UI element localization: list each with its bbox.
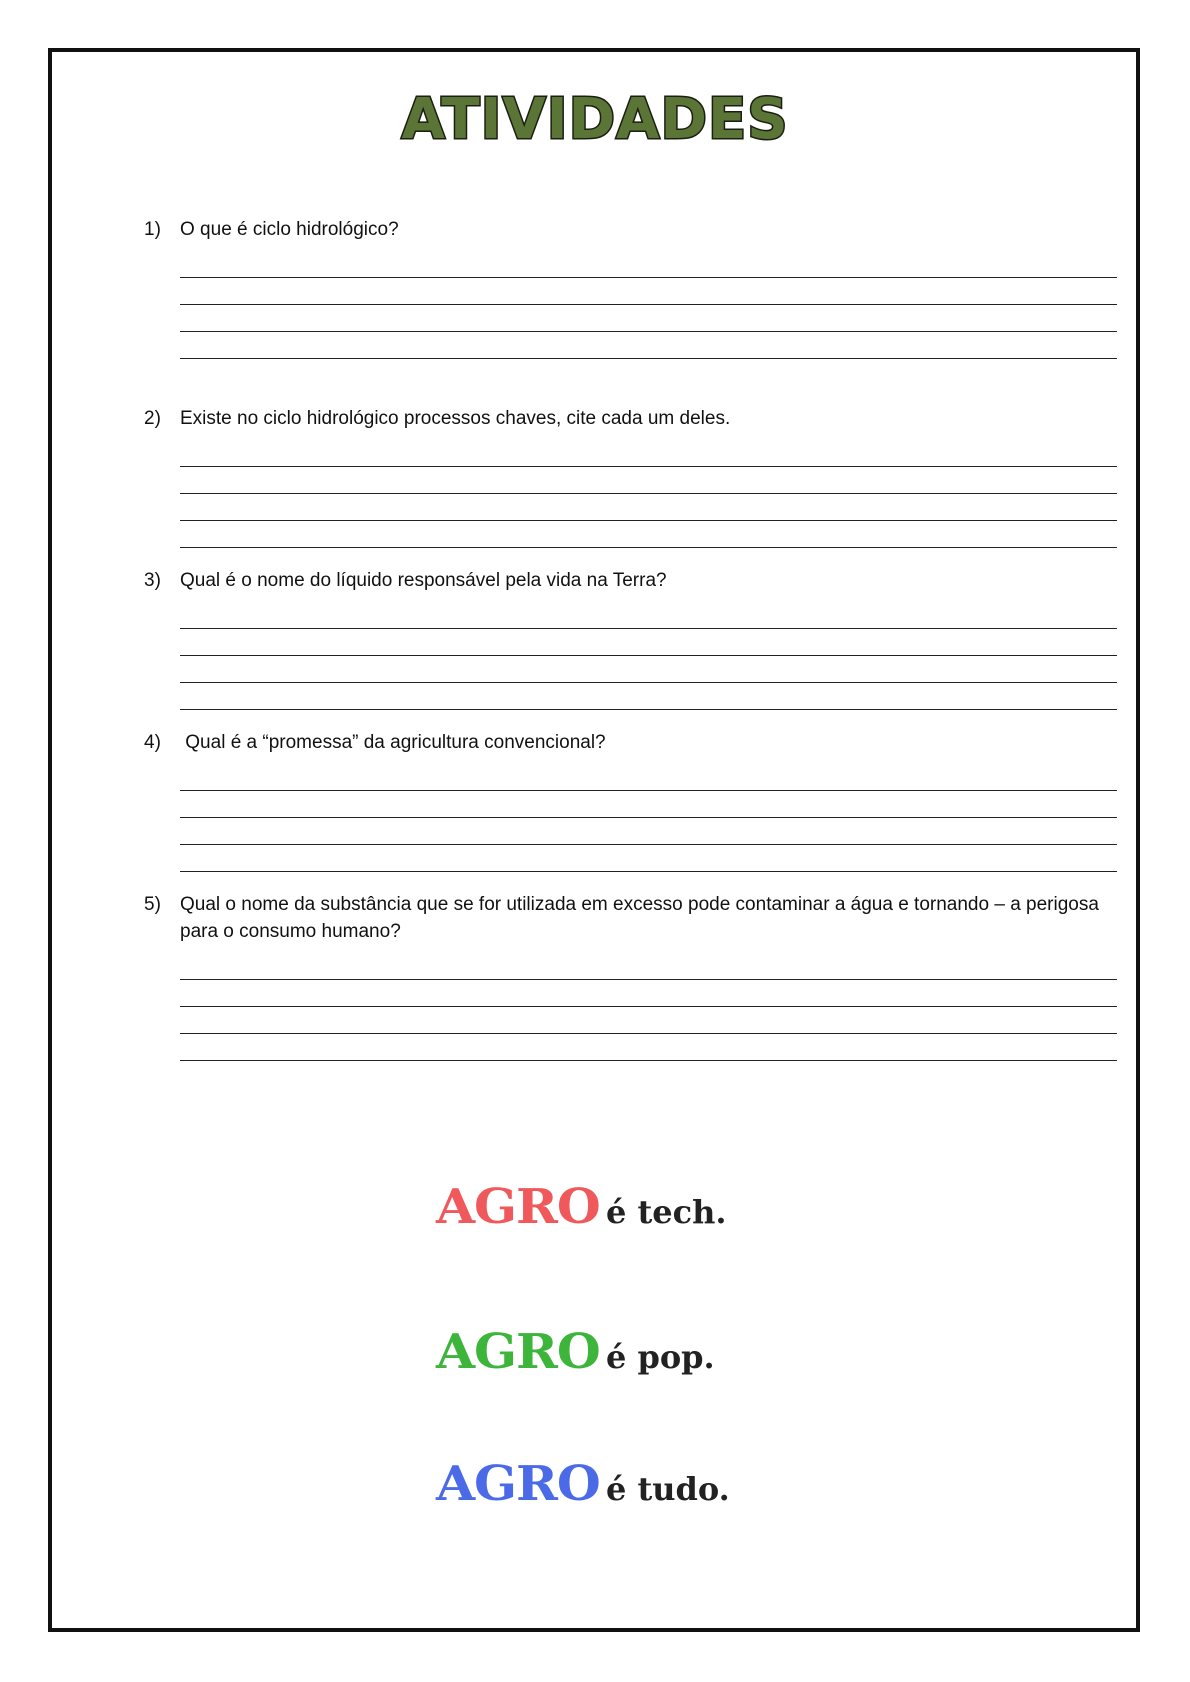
answer-line[interactable] — [180, 521, 1117, 548]
slogan-rest-text: é tech. — [605, 1193, 727, 1231]
answer-lines — [180, 602, 1117, 710]
question-number: 2) — [144, 408, 161, 429]
answer-line[interactable] — [180, 1034, 1117, 1061]
answer-line[interactable] — [180, 953, 1117, 980]
slogan-agro-word: AGRO — [436, 1324, 600, 1380]
answer-line[interactable] — [180, 845, 1117, 872]
question-number: 3) — [144, 570, 161, 591]
agro-slogan-image — [370, 1108, 830, 1628]
answer-line[interactable] — [180, 251, 1117, 278]
answer-lines — [180, 251, 1117, 359]
question-number: 4) — [144, 732, 161, 753]
question-1 — [140, 216, 1120, 359]
question-number: 1) — [144, 219, 161, 240]
question-number: 5) — [144, 894, 161, 915]
question-text: Qual é o nome do líquido responsável pela vida na Terra? — [180, 570, 667, 591]
answer-line[interactable] — [180, 683, 1117, 710]
slogan-rest-text: é tudo. — [605, 1470, 730, 1508]
answer-line[interactable] — [180, 440, 1117, 467]
question-text: Existe no ciclo hidrológico processos chaves, cite cada um deles. — [180, 408, 731, 429]
question-header — [140, 567, 1120, 594]
question-header — [140, 729, 1120, 756]
question-text: Qual é a “promessa” da agricultura convencional? — [180, 732, 606, 753]
question-header — [140, 891, 1120, 945]
question-text: Qual o nome da substância que se for utilizada em excesso pode contaminar a água e tornando – a perigosa para o consumo humano? — [180, 894, 1099, 942]
question-header — [140, 405, 1120, 432]
question-2 — [140, 405, 1120, 548]
answer-lines — [180, 764, 1117, 872]
question-3 — [140, 567, 1120, 710]
question-5 — [140, 891, 1120, 1061]
slogan-agro-word: AGRO — [436, 1179, 600, 1235]
answer-line[interactable] — [180, 305, 1117, 332]
answer-line[interactable] — [180, 602, 1117, 629]
answer-line[interactable] — [180, 1007, 1117, 1034]
slogan-line-tech — [436, 1179, 727, 1235]
slogan-line-pop — [436, 1324, 715, 1380]
answer-line[interactable] — [180, 278, 1117, 305]
answer-line[interactable] — [180, 494, 1117, 521]
answer-line[interactable] — [180, 467, 1117, 494]
question-header — [140, 216, 1120, 243]
answer-line[interactable] — [180, 818, 1117, 845]
answer-lines — [180, 953, 1117, 1061]
question-4 — [140, 729, 1120, 872]
answer-line[interactable] — [180, 791, 1117, 818]
slogan-agro-word: AGRO — [436, 1456, 600, 1512]
slogan-rest-text: é pop. — [605, 1338, 715, 1376]
page-title: ATIVIDADES — [401, 87, 789, 152]
slogan-line-tudo — [436, 1456, 730, 1512]
answer-line[interactable] — [180, 656, 1117, 683]
question-text: O que é ciclo hidrológico? — [180, 219, 399, 240]
answer-lines — [180, 440, 1117, 548]
answer-line[interactable] — [180, 980, 1117, 1007]
answer-line[interactable] — [180, 332, 1117, 359]
answer-line[interactable] — [180, 629, 1117, 656]
answer-line[interactable] — [180, 764, 1117, 791]
